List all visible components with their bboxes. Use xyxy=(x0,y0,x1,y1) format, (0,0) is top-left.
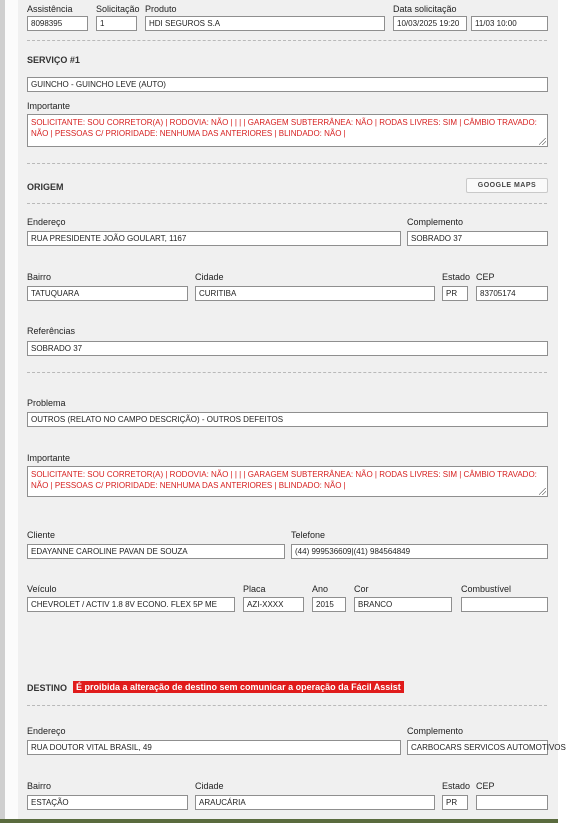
destino-endereco-field[interactable]: RUA DOUTOR VITAL BRASIL, 49 xyxy=(27,740,401,755)
problema-importante-label: Importante xyxy=(27,453,71,463)
origem-bairro-label: Bairro xyxy=(27,272,52,282)
divider xyxy=(27,705,547,706)
destino-endereco-label: Endereço xyxy=(27,726,66,736)
divider xyxy=(27,40,547,41)
produto-label: Produto xyxy=(145,4,177,14)
placa-label: Placa xyxy=(243,584,266,594)
servico-importante-label: Importante xyxy=(27,101,71,111)
service-detail-panel xyxy=(18,0,566,823)
origem-cidade-field[interactable]: CURITIBA xyxy=(195,286,435,301)
origem-complemento-field[interactable]: SOBRADO 37 xyxy=(407,231,548,246)
origem-cep-label: CEP xyxy=(476,272,495,282)
origem-cep-field[interactable]: 83705174 xyxy=(476,286,548,301)
divider xyxy=(27,372,547,373)
origem-endereco-field[interactable]: RUA PRESIDENTE JOÃO GOULART, 1167 xyxy=(27,231,401,246)
ano-label: Ano xyxy=(312,584,329,594)
origem-estado-field[interactable]: PR xyxy=(442,286,468,301)
origem-bairro-field[interactable]: TATUQUARA xyxy=(27,286,188,301)
origem-complemento-label: Complemento xyxy=(407,217,464,227)
destino-estado-label: Estado xyxy=(442,781,471,791)
servico-field[interactable]: GUINCHO - GUINCHO LEVE (AUTO) xyxy=(27,77,548,92)
origem-title: ORIGEM xyxy=(27,182,64,192)
destino-cep-label: CEP xyxy=(476,781,495,791)
telefone-label: Telefone xyxy=(291,530,326,540)
cor-field[interactable]: BRANCO xyxy=(354,597,452,612)
destino-complemento-field[interactable]: CARBOCARS SERVICOS AUTOMOTIVOS xyxy=(407,740,548,755)
destino-bairro-label: Bairro xyxy=(27,781,52,791)
problema-field[interactable]: OUTROS (RELATO NO CAMPO DESCRIÇÃO) - OUTROS DEFEITOS xyxy=(27,412,548,427)
destino-estado-field[interactable]: PR xyxy=(442,795,468,810)
assistencia-field[interactable]: 8098395 xyxy=(27,16,88,31)
divider xyxy=(27,163,547,164)
telefone-field[interactable]: (44) 999536609|(41) 984564849 xyxy=(291,544,548,559)
assistencia-label: Assistência xyxy=(27,4,73,14)
destino-complemento-label: Complemento xyxy=(407,726,464,736)
destino-cep-field[interactable] xyxy=(476,795,548,810)
origem-cidade-label: Cidade xyxy=(195,272,224,282)
cliente-label: Cliente xyxy=(27,530,56,540)
problema-importante-textarea[interactable] xyxy=(27,466,548,497)
destino-cidade-label: Cidade xyxy=(195,781,224,791)
origem-referencias-label: Referências xyxy=(27,326,76,336)
destino-bairro-field[interactable]: ESTAÇÃO xyxy=(27,795,188,810)
combustivel-label: Combustível xyxy=(461,584,512,594)
resize-grip-icon[interactable] xyxy=(539,138,546,145)
cor-label: Cor xyxy=(354,584,369,594)
produto-field[interactable]: HDI SEGUROS S.A xyxy=(145,16,385,31)
servico-title: SERVIÇO #1 xyxy=(27,55,80,65)
veiculo-label: Veículo xyxy=(27,584,57,594)
google-maps-button[interactable]: GOOGLE MAPS xyxy=(466,178,548,193)
placa-field[interactable]: AZI-XXXX xyxy=(243,597,304,612)
veiculo-field[interactable]: CHEVROLET / ACTIV 1.8 8V ECONO. FLEX 5P ME xyxy=(27,597,235,612)
resize-grip-icon[interactable] xyxy=(539,488,546,495)
origem-referencias-field[interactable]: SOBRADO 37 xyxy=(27,341,548,356)
problema-label: Problema xyxy=(27,398,66,408)
data-solicitacao-label: Data solicitação xyxy=(393,4,457,14)
divider xyxy=(27,203,547,204)
cliente-field[interactable]: EDAYANNE CAROLINE PAVAN DE SOUZA xyxy=(27,544,285,559)
bottom-strip xyxy=(0,819,558,823)
destino-warning-badge: É proibida a alteração de destino sem comunicar a operação da Fácil Assist xyxy=(73,681,404,693)
solicitacao-label: Solicitação xyxy=(96,4,140,14)
problema-importante-text: SOLICITANTE: SOU CORRETOR(A) | RODOVIA: NÃO | | | | GARAGEM SUBTERRÂNEA: NÃO | RODAS LIVRES: SIM | CÂMBIO TRAVADO: NÃO | PESSOAS C/ PRIORIDADE: NENHUMA DAS ANTERIORES | BLINDADO: NÃO | xyxy=(31,470,537,490)
combustivel-field[interactable] xyxy=(461,597,548,612)
origem-estado-label: Estado xyxy=(442,272,471,282)
ano-field[interactable]: 2015 xyxy=(312,597,346,612)
left-sidebar-gutter xyxy=(5,0,19,823)
origem-endereco-label: Endereço xyxy=(27,217,66,227)
servico-importante-textarea[interactable] xyxy=(27,114,548,147)
destino-title: DESTINO xyxy=(27,683,68,693)
solicitacao-field[interactable]: 1 xyxy=(96,16,137,31)
destino-cidade-field[interactable]: ARAUCÁRIA xyxy=(195,795,435,810)
data-prazo-field[interactable]: 11/03 10:00 xyxy=(471,16,548,31)
data-solicitacao-field[interactable]: 10/03/2025 19:20 xyxy=(393,16,467,31)
servico-importante-text: SOLICITANTE: SOU CORRETOR(A) | RODOVIA: NÃO | | | | GARAGEM SUBTERRÂNEA: NÃO | RODAS LIVRES: SIM | CÂMBIO TRAVADO: NÃO | PESSOAS C/ PRIORIDADE: NENHUMA DAS ANTERIORES | BLINDADO: NÃO | xyxy=(31,118,537,138)
